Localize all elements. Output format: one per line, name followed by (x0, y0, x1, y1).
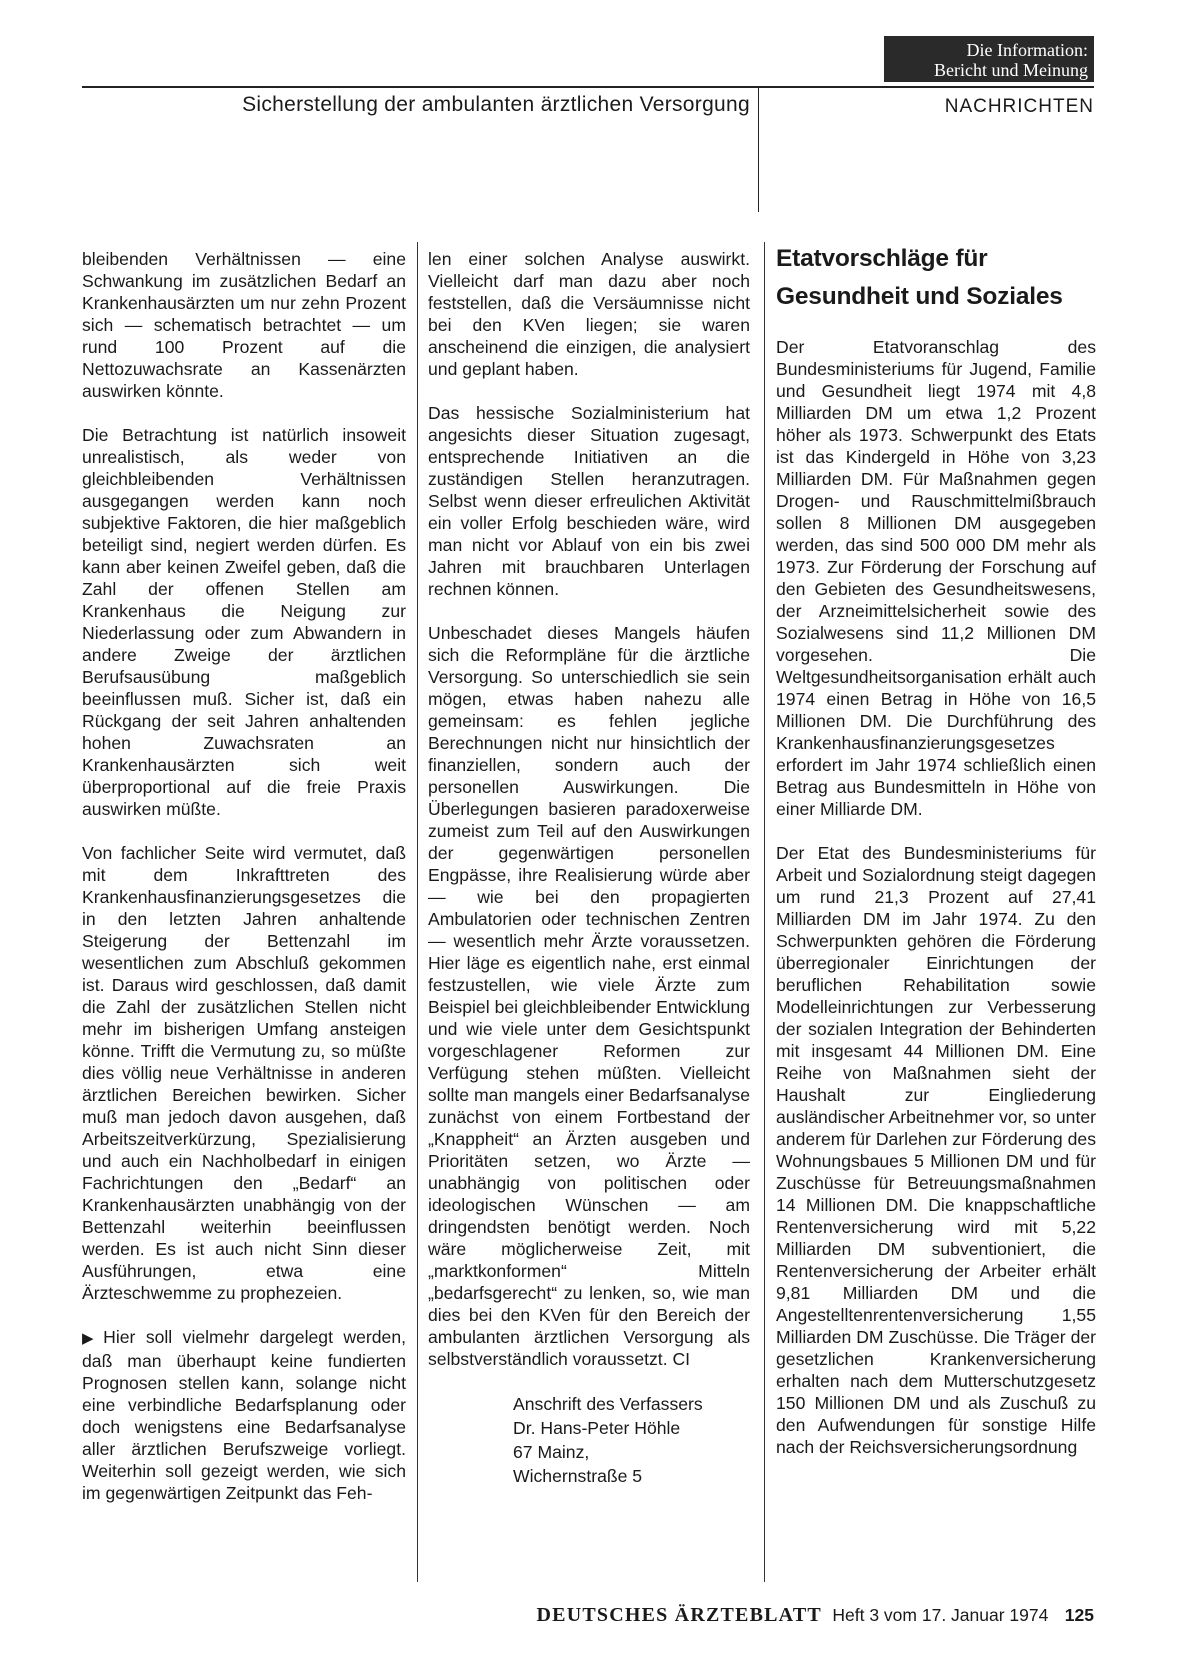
address-line: Anschrift des Verfassers (513, 1394, 703, 1414)
news-column (776, 245, 1096, 1480)
paragraph: Unbeschadet dieses Mangels häufen sich die Reformpläne für die ärztliche Versorgung. So unterschiedlich sie sein mögen, etwas haben nahezu alle gemeinsam: es fehlen jegliche Berechnungen nicht nur hinsichtlich der finanziellen, sondern auch der personellen Auswirkungen. Die Überlegungen basieren paradoxerweise zumeist zum Teil auf den Auswirkungen der gegenwärtigen personellen Engpässe, ihre Realisierung würde aber — wie bei den propagierten Ambulatorien oder technischen Zentren — wesentlich mehr Ärzte voraussetzen. Hier läge es eigentlich nahe, erst einmal festzustellen, wie viele Ärzte zum Beispiel bei gleichbleibender Entwicklung und wie viele unter dem Gesichtspunkt vorgeschlagener Reformen zur Verfügung stehen müßten. Vielleicht sollte man mangels einer Bedarfsanalyse zunächst von einem Fortbestand der „Knappheit“ an Ärzten ausgeben und Prioritäten setzen, wo Ärzte — unabhängig von politischen oder ideologischen Wünschen — am dringendsten benötigt werden. Noch wäre möglicherweise Zeit, mit „marktkonformen“ Mitteln „bedarfsgerecht“ zu lenken, so, wie man dies bei den KVen für den Bereich der ambulanten ärztlichen Versorgung als selbstverständlich voraussetzt. CI (428, 623, 750, 1369)
news-headline (776, 240, 1096, 316)
headline-line-2: Gesundheit und Soziales (776, 283, 1063, 310)
badge-line-1: Die Information: (966, 40, 1088, 60)
paragraph: Die Betrachtung ist natürlich insoweit unrealistisch, als weder von gleichbleibenden Verhältnissen ausgegangen werden kann noch subjektive Faktoren, die hier maßgeblich beteiligt sind, negiert werden dürfen. Es kann aber keinen Zweifel geben, daß die Zahl der offenen Stellen am Krankenhaus die Neigung zur Niederlassung oder zum Abwandern in andere Zweige der ärztlichen Berufsausübung maßgeblich beeinflussen muß. Sicher ist, daß ein Rückgang der seit Jahren anhaltenden hohen Zuwachsraten an Krankenhausärzten sich weit überproportional auf die freie Praxis auswirken müßte. (82, 425, 406, 819)
paragraph: bleibenden Verhältnissen — eine Schwankung im zusätzlichen Bedarf an Krankenhausärzten um nur zehn Prozent sich — schematisch betrachtet — um rund 100 Prozent auf die Nettozuwachsrate an Kassenärzten auswirken könnte. (82, 249, 406, 401)
column-divider-1 (417, 242, 418, 1582)
running-title: Sicherstellung der ambulanten ärztlichen Versorgung (242, 93, 750, 116)
address-line: Wichernstraße 5 (513, 1466, 643, 1486)
paragraph: Von fachlicher Seite wird vermutet, daß mit dem Inkrafttreten des Krankenhausfinanzierungsgesetzes die in den letzten Jahren anhaltende Steigerung der Bettenzahl im wesentlichen zum Abschluß gekommen ist. Daraus wird geschlossen, daß damit die Zahl der zusätzlichen Stellen nicht mehr im bisherigen Umfang ansteigen könne. Trifft die Vermutung zu, so müßte dies völlig neue Verhältnisse in anderen ärztlichen Bereichen bewirken. Sicher muß man jedoch davon ausgehen, daß Arbeitszeitverkürzung, Spezialisierung und auch ein Nachholbedarf in einigen Fachrichtungen den „Bedarf“ an Krankenhausärzten unabhängig von der Bettenzahl weiterhin beeinflussen werden. Es ist auch nicht Sinn dieser Ausführungen, etwa eine Ärzteschwemme zu prophezeien. (82, 843, 406, 1303)
journal-name: DEUTSCHES ÄRZTEBLATT (536, 1604, 822, 1626)
triangle-marker-icon: ▶ (82, 1330, 100, 1347)
paragraph: Der Etatvoranschlag des Bundesministeriums für Jugend, Familie und Gesundheit liegt 1974 mit 4,8 Milliarden DM um etwa 1,2 Prozent höher als 1973. Schwerpunkt des Etats ist das Kindergeld in Höhe von 3,23 Milliarden DM. Für Maßnahmen gegen Drogen- und Rauschmittelmißbrauch sollen 8 Millionen DM ausgegeben werden, das sind 500 000 DM mehr als 1973. Zur Förderung der Forschung auf den Gebieten des Gesundheitswesens, der Arzneimittelsicherheit sowie des Sozialwesens sind 11,2 Millionen DM vorgesehen. Die Weltgesundheitsorganisation erhält auch 1974 einen Betrag in Höhe von 16,5 Millionen DM. Die Durchführung des Krankenhausfinanzierungsgesetzes erfordert im Jahr 1974 schließlich einen Betrag aus Bundesmitteln in Höhe von einer Milliarde DM. (776, 337, 1096, 819)
column-divider-2 (764, 242, 765, 1582)
issue-info: Heft 3 vom 17. Januar 1974 (832, 1605, 1049, 1625)
paragraph: len einer solchen Analyse auswirkt. Vielleicht darf man dazu aber noch feststellen, daß die Versäumnisse nicht bei den KVen liegen; sie waren anscheinend die einzigen, die analysiert und geplant haben. (428, 249, 750, 379)
header-divider (758, 88, 759, 212)
article-column-2 (428, 248, 750, 1488)
section-badge (884, 36, 1094, 82)
badge-line-2: Bericht und Meinung (934, 60, 1088, 80)
page-number: 125 (1064, 1605, 1094, 1625)
author-address (513, 1392, 750, 1488)
address-line: Dr. Hans-Peter Höhle (513, 1418, 681, 1438)
page-footer (440, 1604, 1094, 1627)
article-column-1 (82, 248, 406, 1526)
paragraph: Das hessische Sozialministerium hat angesichts dieser Situation zugesagt, entsprechende Initiativen an die zuständigen Stellen heranzutragen. Selbst wenn dieser erfreulichen Aktivität ein voller Erfolg beschieden wäre, wird man nicht vor Ablauf von ein bis zwei Jahren mit brauchbaren Unterlagen rechnen können. (428, 403, 750, 599)
header-rule (82, 86, 1094, 88)
paragraph: Der Etat des Bundesministeriums für Arbeit und Sozialordnung steigt dagegen um rund 21,3 Prozent auf 27,41 Milliarden DM im Jahr 1974. Zu den Schwerpunkten gehören die Förderung überregionaler Einrichtungen der beruflichen Rehabilitation sowie Modelleinrichtungen zur Verbesserung der sozialen Integration der Behinderten mit insgesamt 44 Millionen DM. Eine Reihe von Maßnahmen sieht der Haushalt zur Eingliederung ausländischer Arbeitnehmer vor, so unter anderem für Darlehen zur Förderung des Wohnungsbaues 5 Millionen DM und für Zuschüsse für Betreuungsmaßnahmen 14 Millionen DM. Die knappschaftliche Rentenversicherung wird mit 5,22 Milliarden DM subventioniert, die Rentenversicherung der Arbeiter erhält 9,81 Milliarden DM und die Angestelltenrentenversicherung 1,55 Milliarden DM Zuschüsse. Die Träger der gesetzlichen Krankenversicherung erhalten nach dem Mutterschutzgesetz 150 Millionen DM und als Zuschuß zu den Aufwendungen für sonstige Hilfe nach der Reichsversicherungsordnung (776, 843, 1096, 1457)
section-title: NACHRICHTEN (944, 96, 1094, 117)
address-line: 67 Mainz, (513, 1442, 590, 1462)
headline-line-1: Etatvorschläge für (776, 245, 988, 272)
paragraph-with-marker (82, 1326, 406, 1504)
paragraph-text: Hier soll vielmehr dargelegt werden, daß man überhaupt keine fundierten Prognosen stellen kann, solange nicht eine verbindliche Bedarfsplanung oder doch wenigstens eine Bedarfsanalyse aller ärztlichen Berufszweige vorliegt. Weiterhin soll gezeigt werden, wie sich im gegenwärtigen Zeitpunkt das Feh- (82, 1327, 406, 1503)
